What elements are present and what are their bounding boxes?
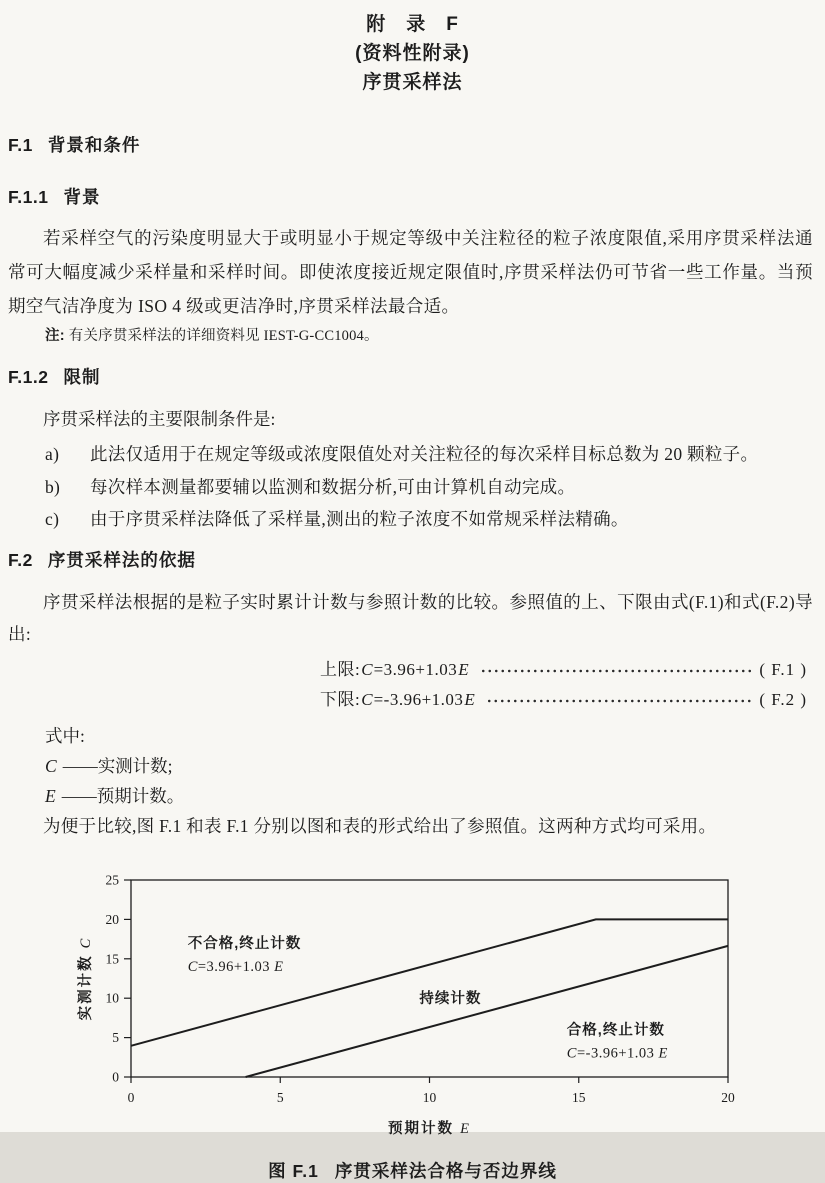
equation-f1 xyxy=(320,655,807,685)
list-item-text: 此法仅适用于在规定等级或浓度限值处对关注粒径的每次采样目标总数为 20 颗粒子。 xyxy=(90,444,759,464)
svg-text:15: 15 xyxy=(572,1089,586,1105)
svg-text:C=-3.96+1.03 E: C=-3.96+1.03 E xyxy=(566,1044,668,1061)
svg-text:10: 10 xyxy=(422,1089,437,1105)
figure-f1 xyxy=(0,866,825,1183)
section-number: F.1 xyxy=(8,135,33,155)
paragraph-f2: 序贯采样法根据的是粒子实时累计计数与参照计数的比较。参照值的上、下限由式(F.1)和式(F.2)导出: xyxy=(8,591,813,644)
note-text: 有关序贯采样法的详细资料见 IEST-G-CC1004。 xyxy=(68,328,379,344)
figure-caption xyxy=(0,1158,825,1183)
list-item-text: 每次样本测量都要辅以监测和数据分析,可由计算机自动完成。 xyxy=(90,476,576,497)
svg-text:合格,终止计数: 合格,终止计数 xyxy=(566,1021,665,1038)
svg-text:0: 0 xyxy=(127,1089,135,1105)
where-definition-c xyxy=(45,751,825,781)
paragraph-f11: 若采样空气的污染度明显大于或明显小于规定等级中关注粒径的粒子浓度限值,采用序贯采样法通常可大幅度减少采样量和采样时间。即使浓度接近规定限值时,序贯采样法仍可节省一些工作量。当预期空气洁净度为 ISO 4 级或更洁净时,序贯采样法最合适。 xyxy=(8,228,813,316)
appendix-title-block xyxy=(0,0,825,97)
appendix-name: 序贯采样法 xyxy=(362,72,463,93)
section-heading-f2 xyxy=(8,549,825,571)
svg-text:20: 20 xyxy=(721,1089,735,1105)
boundary-chart xyxy=(76,866,766,1144)
svg-text:5: 5 xyxy=(276,1089,284,1105)
symbol-description: ——预期计数。 xyxy=(61,785,185,806)
limits-list xyxy=(8,438,813,536)
equation-variable: C xyxy=(361,659,373,679)
list-item-marker: b) xyxy=(45,476,61,497)
note-f11 xyxy=(45,325,813,347)
svg-text:10: 10 xyxy=(105,990,119,1006)
symbol: C xyxy=(45,755,57,776)
list-item-text: 由于序贯采样法降低了采样量,测出的粒子浓度不如常规采样法精确。 xyxy=(90,509,629,529)
svg-text:5: 5 xyxy=(112,1029,119,1045)
list-item xyxy=(8,471,813,504)
svg-text:0: 0 xyxy=(112,1069,119,1084)
list-item xyxy=(8,438,813,471)
section-number: F.1.2 xyxy=(8,367,49,387)
equation-variable: E xyxy=(458,659,469,679)
section-heading-f1 xyxy=(8,134,825,156)
equation-variable: C xyxy=(361,689,373,709)
equation-label: 下限: xyxy=(320,689,361,709)
where-label: 式中: xyxy=(45,725,85,746)
svg-text:不合格,终止计数: 不合格,终止计数 xyxy=(187,935,302,952)
section-title: 背景 xyxy=(63,187,101,207)
dot-leader xyxy=(486,698,754,704)
closing-paragraph: 为便于比较,图 F.1 和表 F.1 分别以图和表的形式给出了参照值。这两种方式均可采用。 xyxy=(43,815,717,836)
section-heading-f11 xyxy=(8,186,825,208)
section-title: 限制 xyxy=(63,367,101,387)
note-label: 注: xyxy=(45,328,65,344)
appendix-subtitle: (资料性附录) xyxy=(355,43,470,64)
svg-text:20: 20 xyxy=(105,911,119,927)
svg-text:预期计数 E: 预期计数 E xyxy=(388,1120,471,1137)
section-heading-f12 xyxy=(8,366,825,388)
equation-number: ( F.2 ) xyxy=(759,689,807,709)
chart-area xyxy=(76,866,825,1144)
where-definition-e xyxy=(45,781,825,811)
equation-number: ( F.1 ) xyxy=(759,659,807,679)
appendix-title: 附 录 F xyxy=(366,14,459,35)
svg-text:持续计数: 持续计数 xyxy=(419,990,482,1007)
svg-text:实测计数 C: 实测计数 C xyxy=(78,936,94,1020)
equation-f2 xyxy=(320,685,807,715)
equation-body: =3.96+1.03 xyxy=(373,659,458,679)
equation-label: 上限: xyxy=(320,659,361,679)
equation-variable: E xyxy=(464,689,475,709)
equation-body: =-3.96+1.03 xyxy=(373,689,464,709)
equation-block xyxy=(0,655,825,715)
svg-text:15: 15 xyxy=(105,950,119,966)
list-item-marker: a) xyxy=(45,444,60,464)
figure-number: 图 F.1 xyxy=(268,1160,319,1181)
figure-title: 序贯采样法合格与否边界线 xyxy=(334,1160,557,1181)
svg-text:C=3.96+1.03 E: C=3.96+1.03 E xyxy=(187,958,284,975)
symbol-description: ——实测计数; xyxy=(62,755,173,776)
section-title: 背景和条件 xyxy=(47,135,141,155)
symbol: E xyxy=(45,785,56,806)
list-item xyxy=(8,503,813,536)
section-title: 序贯采样法的依据 xyxy=(47,549,196,570)
list-item-marker: c) xyxy=(45,509,60,529)
dot-leader xyxy=(480,668,754,674)
limits-intro: 序贯采样法的主要限制条件是: xyxy=(43,409,276,429)
section-number: F.1.1 xyxy=(8,187,49,207)
section-number: F.2 xyxy=(8,549,33,570)
svg-text:25: 25 xyxy=(105,872,119,887)
